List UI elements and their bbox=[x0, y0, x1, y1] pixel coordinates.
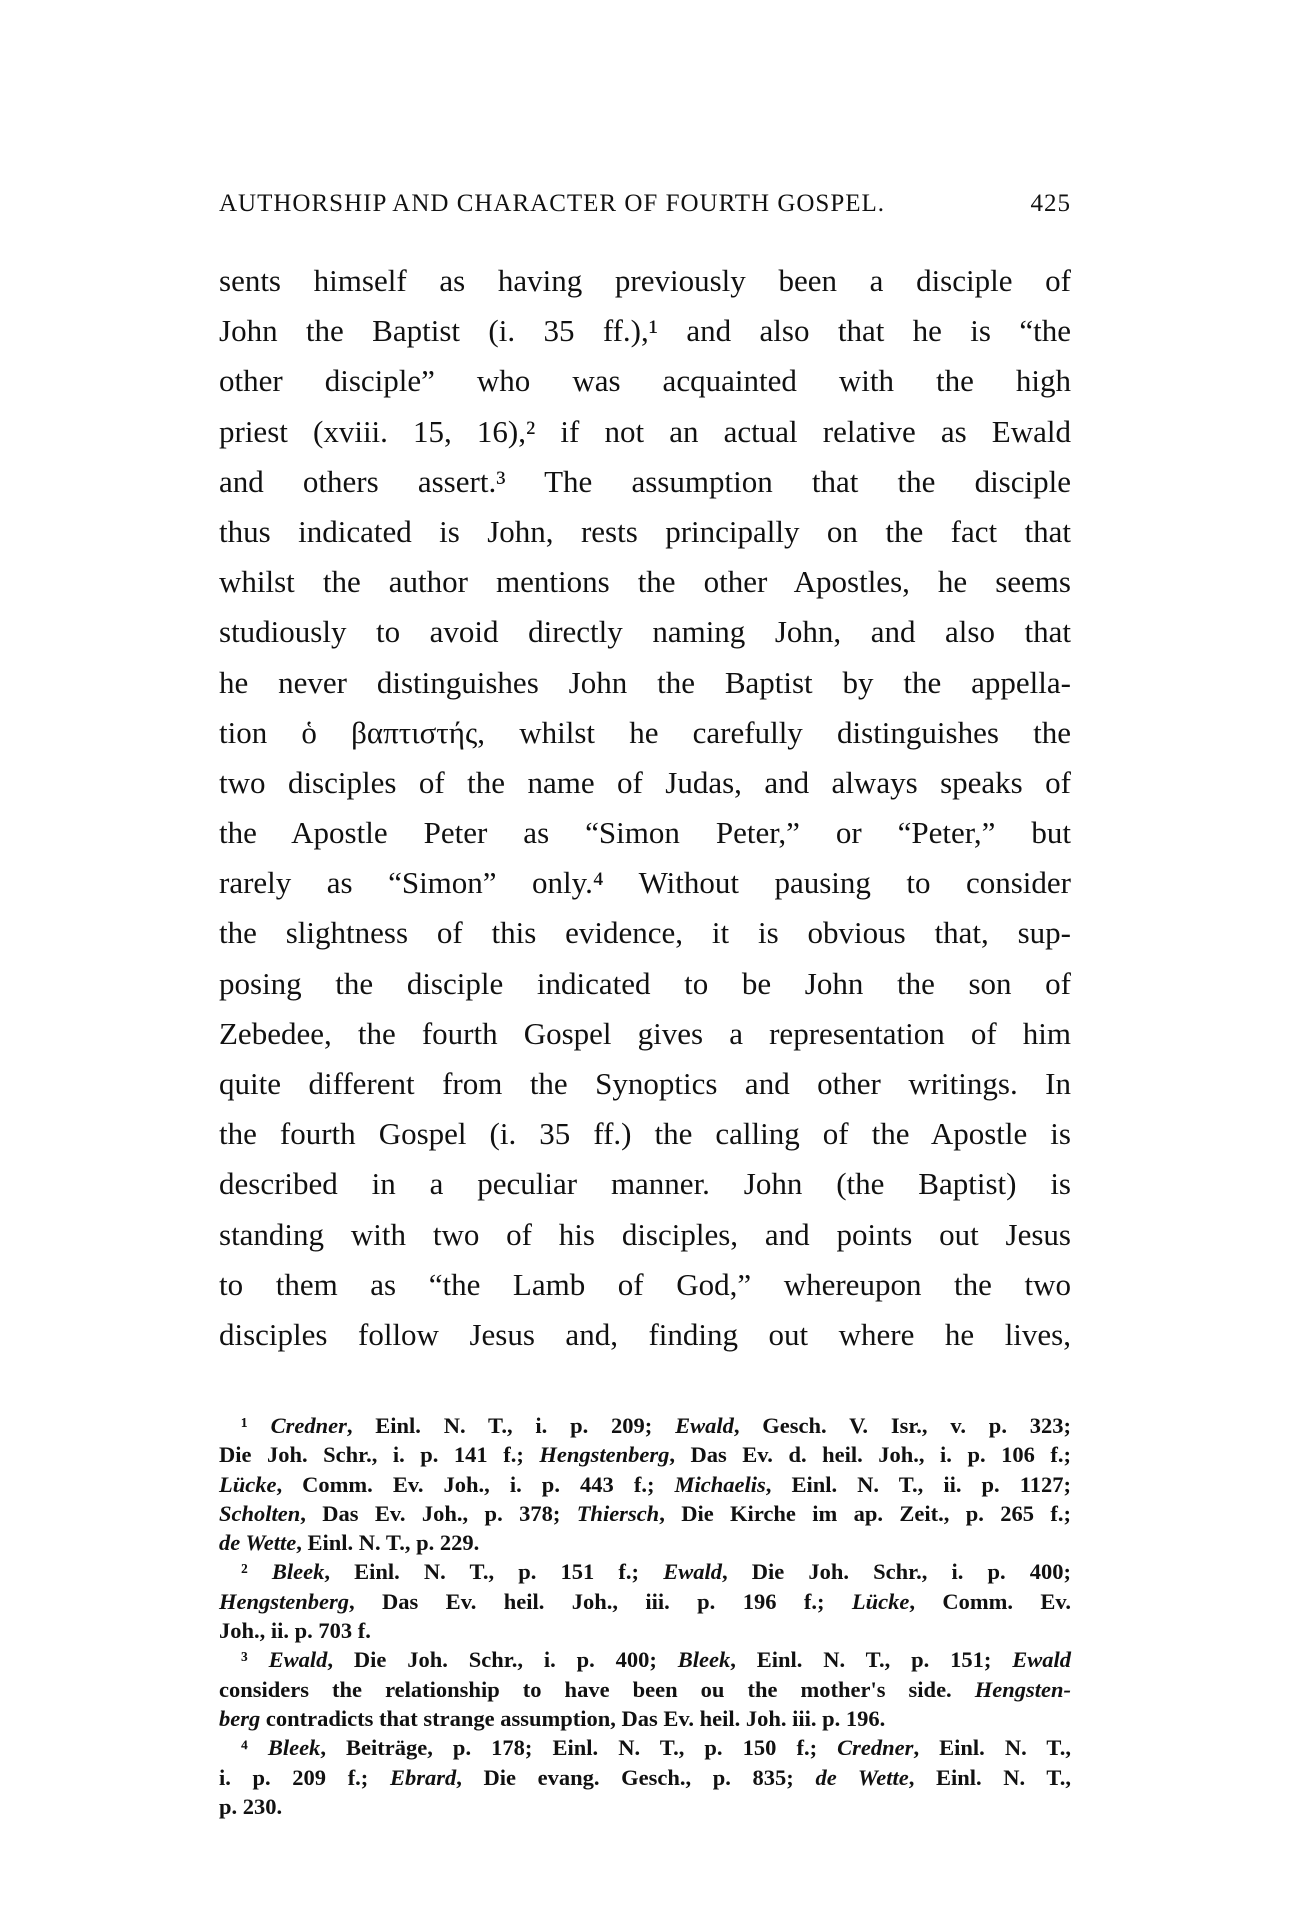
text-line: Zebedee, the fourth Gospel gives a representation of him bbox=[219, 1015, 1071, 1051]
cited-author: Hengsten- bbox=[974, 1676, 1071, 1702]
cited-author: Hengstenberg bbox=[219, 1588, 350, 1614]
footnote-line bbox=[219, 1587, 1071, 1616]
footnote-line bbox=[219, 1704, 1071, 1733]
citation-text: ³ bbox=[241, 1647, 269, 1673]
running-header bbox=[219, 190, 1071, 218]
cited-author: Ewald bbox=[268, 1647, 328, 1673]
citation-text: , Das Ev. heil. Joh., iii. p. 196 f.; bbox=[349, 1588, 852, 1614]
cited-author: de Wette bbox=[219, 1530, 297, 1556]
cited-author: Ewald bbox=[675, 1413, 734, 1438]
cited-author: Ewald bbox=[663, 1559, 722, 1585]
footnote-line bbox=[219, 1792, 1071, 1821]
citation-text: , Comm. Ev. bbox=[909, 1588, 1072, 1614]
cited-author: Lücke bbox=[219, 1471, 277, 1497]
footnotes bbox=[219, 1411, 1071, 1821]
footnote-line bbox=[219, 1616, 1071, 1645]
citation-text: , Einl. N. T., bbox=[913, 1735, 1072, 1761]
citation-text: p. 230. bbox=[219, 1793, 283, 1819]
text-line: the Apostle Peter as “Simon Peter,” or “Peter,” but bbox=[219, 815, 1071, 851]
cited-author: Credner bbox=[270, 1413, 347, 1438]
citation-text: , Das Ev. Joh., p. 378; bbox=[300, 1500, 577, 1526]
citation-text: i. p. 209 f.; bbox=[219, 1764, 390, 1790]
footnote-line bbox=[219, 1645, 1071, 1674]
footnote-line bbox=[219, 1675, 1071, 1704]
text-line: to them as “the Lamb of God,” whereupon the two bbox=[219, 1266, 1071, 1302]
text-line: tion ὁ βαπτιστής, whilst he carefully distinguishes the bbox=[219, 714, 1071, 750]
footnote-line bbox=[219, 1440, 1071, 1469]
text-line: other disciple” who was acquainted with the high bbox=[219, 363, 1071, 399]
footnote-line bbox=[219, 1763, 1071, 1792]
text-line: the slightness of this evidence, it is obvious that, sup- bbox=[219, 915, 1071, 951]
text-line: sents himself as having previously been a disciple of bbox=[219, 263, 1071, 298]
citation-text: , Die Kirche im ap. Zeit., p. 265 f.; bbox=[659, 1500, 1071, 1526]
cited-author: Scholten bbox=[219, 1500, 301, 1526]
citation-text: , Beiträge, p. 178; Einl. N. T., p. 150 f.; bbox=[320, 1735, 838, 1761]
cited-author: Ebrard bbox=[389, 1764, 457, 1790]
citation-text: , Einl. N. T., i. p. 209; bbox=[346, 1413, 676, 1438]
citation-text: Joh., ii. p. 703 f. bbox=[219, 1618, 371, 1644]
text-line: disciples follow Jesus and, finding out where he lives, bbox=[219, 1316, 1071, 1352]
text-line: quite different from the Synoptics and other writings. In bbox=[219, 1066, 1071, 1101]
citation-text: , Einl. N. T., ii. p. 1127; bbox=[765, 1471, 1071, 1497]
main-text bbox=[219, 256, 1071, 1360]
citation-text: ¹ bbox=[241, 1413, 271, 1438]
citation-text: , Einl. N. T., bbox=[908, 1764, 1072, 1790]
citation-text: considers the relationship to have been ou the mother's side. bbox=[219, 1676, 975, 1702]
footnote-line bbox=[219, 1499, 1071, 1528]
text-line: standing with two of his disciples, and points out Jesus bbox=[219, 1216, 1071, 1252]
citation-text: , Das Ev. d. heil. Joh., i. p. 106 f.; bbox=[669, 1442, 1071, 1468]
footnote-line bbox=[219, 1557, 1071, 1586]
citation-text: ⁴ bbox=[241, 1735, 268, 1761]
footnote-line bbox=[219, 1411, 1071, 1440]
cited-author: Bleek bbox=[267, 1735, 321, 1761]
citation-text: , Die Joh. Schr., i. p. 400; bbox=[721, 1559, 1071, 1585]
citation-text: , Die evang. Gesch., p. 835; bbox=[456, 1764, 816, 1790]
citation-text: , Einl. N. T., p. 229. bbox=[296, 1530, 480, 1556]
running-title: AUTHORSHIP AND CHARACTER OF FOURTH GOSPEL. bbox=[219, 190, 886, 217]
cited-author: de Wette bbox=[815, 1764, 909, 1790]
cited-author: Ewald bbox=[1012, 1647, 1071, 1673]
citation-text: contradicts that strange assumption, Das Ev. heil. Joh. iii. p. 196. bbox=[260, 1705, 886, 1731]
cited-author: Lücke bbox=[851, 1588, 910, 1614]
text-line: thus indicated is John, rests principally on the fact that bbox=[219, 513, 1071, 549]
text-line: priest (xviii. 15, 16),² if not an actual relative as Ewald bbox=[219, 413, 1071, 449]
cited-author: Michaelis bbox=[674, 1471, 766, 1497]
cited-author: Bleek bbox=[271, 1559, 325, 1585]
text-line: rarely as “Simon” only.⁴ Without pausing to consider bbox=[219, 865, 1071, 901]
text-line: described in a peculiar manner. John (the Baptist) is bbox=[219, 1166, 1071, 1202]
citation-text: , Einl. N. T., p. 151 f.; bbox=[324, 1559, 664, 1585]
text-line: the fourth Gospel (i. 35 ff.) the calling of the Apostle is bbox=[219, 1116, 1071, 1152]
text-line: he never distinguishes John the Baptist by the appella- bbox=[219, 664, 1071, 700]
citation-text: , Gesch. V. Isr., v. p. 323; bbox=[733, 1413, 1071, 1438]
cited-author: Credner bbox=[837, 1735, 914, 1761]
footnote-line bbox=[219, 1528, 1071, 1557]
cited-author: berg bbox=[219, 1705, 261, 1731]
citation-text: , Comm. Ev. Joh., i. p. 443 f.; bbox=[276, 1471, 675, 1497]
cited-author: Bleek bbox=[677, 1647, 731, 1673]
page-number: 425 bbox=[1030, 190, 1071, 217]
footnote-line bbox=[219, 1733, 1071, 1762]
text-line: John the Baptist (i. 35 ff.),¹ and also that he is “the bbox=[219, 313, 1071, 349]
citation-text: Die Joh. Schr., i. p. 141 f.; bbox=[219, 1442, 540, 1468]
citation-text: , Die Joh. Schr., i. p. 400; bbox=[327, 1647, 678, 1673]
text-line: studiously to avoid directly naming John, and also that bbox=[219, 614, 1071, 650]
text-line: posing the disciple indicated to be John the son of bbox=[219, 965, 1071, 1001]
cited-author: Hengstenberg bbox=[539, 1442, 670, 1468]
citation-text: ² bbox=[241, 1559, 272, 1585]
text-line: whilst the author mentions the other Apostles, he seems bbox=[219, 564, 1071, 600]
citation-text: , Einl. N. T., p. 151; bbox=[730, 1647, 1013, 1673]
text-line: two disciples of the name of Judas, and always speaks of bbox=[219, 764, 1071, 800]
cited-author: Thiersch bbox=[576, 1500, 660, 1526]
footnote-line bbox=[219, 1470, 1071, 1499]
text-line: and others assert.³ The assumption that the disciple bbox=[219, 463, 1071, 499]
